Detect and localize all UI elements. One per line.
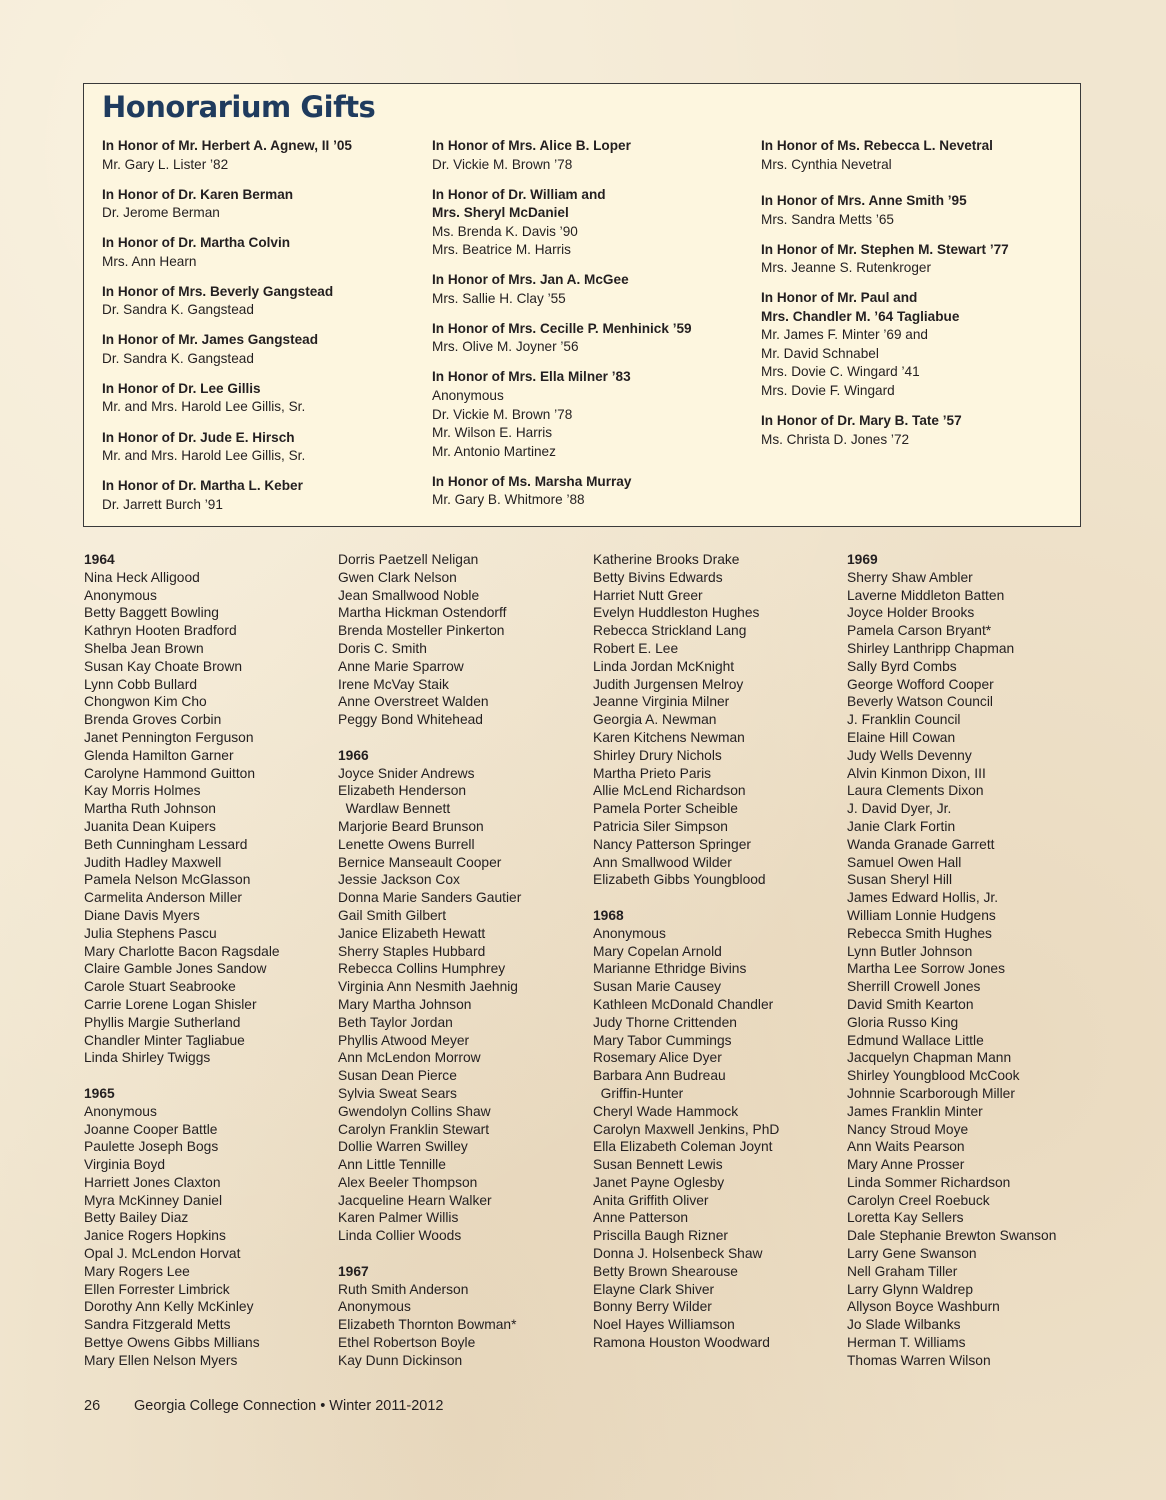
honoree-name: In Honor of Mr. James Gangstead [102, 332, 319, 348]
alumni-name: Elaine Hill Cowan [847, 729, 956, 745]
alumni-name: Elizabeth Thornton Bowman* [338, 1317, 517, 1333]
alumni-name: Georgia A. Newman [593, 712, 717, 728]
class-year-heading: 1969 [847, 552, 878, 567]
alumni-name: J. David Dyer, Jr. [847, 801, 952, 817]
alumni-name: Anne Overstreet Walden [338, 694, 489, 710]
alumni-name: David Smith Kearton [847, 996, 974, 1012]
honor-entry [102, 137, 422, 174]
alumni-name: Martha Ruth Johnson [84, 801, 216, 817]
donor-names: Mr. and Mrs. Harold Lee Gillis, Sr. [102, 448, 306, 464]
alumni-name: Alex Beeler Thompson [338, 1174, 478, 1190]
alumni-name: Chongwon Kim Cho [84, 694, 207, 710]
alumni-name: Thomas Warren Wilson [847, 1352, 991, 1368]
alumni-name: Gail Smith Gilbert [338, 907, 447, 923]
alumni-name: Betty Bivins Edwards [593, 569, 723, 585]
alumni-name: Dorris Paetzell Neligan [338, 552, 479, 567]
alumni-name: Martha Hickman Ostendorff [338, 605, 507, 621]
alumni-name: Nell Graham Tiller [847, 1263, 958, 1279]
alumni-name: Mary Anne Prosser [847, 1157, 965, 1173]
honor-entry [432, 473, 752, 510]
alumni-name: Betty Brown Shearouse [593, 1263, 738, 1279]
honor-entry [761, 137, 1081, 174]
alumni-name: Brenda Groves Corbin [84, 712, 222, 728]
alumni-name: Donna J. Holsenbeck Shaw [593, 1246, 763, 1262]
alumni-name: Gloria Russo King [847, 1014, 959, 1030]
alumni-name: Gwendolyn Collins Shaw [338, 1103, 491, 1119]
alumni-name: Anne Patterson [593, 1210, 689, 1226]
honoree-name: In Honor of Mrs. Cecille P. Menhinick ’59 [432, 320, 692, 336]
class-year-continued [338, 551, 588, 729]
alumni-name: Lynn Butler Johnson [847, 943, 973, 959]
alumni-name: Linda Sommer Richardson [847, 1174, 1011, 1190]
class-year-block [84, 551, 334, 1067]
alumni-name: J. Franklin Council [847, 712, 961, 728]
donor-names: Mr. James F. Minter ’69 and Mr. David Schnabel Mrs. Dovie C. Wingard ’41 Mrs. Dovie F. Wingard [761, 327, 928, 399]
alumni-name: Mary Copelan Arnold [593, 943, 722, 959]
alumni-name: Doris C. Smith [338, 640, 427, 656]
alumni-name: Donna Marie Sanders Gautier [338, 890, 522, 906]
alumni-name: Shirley Lanthripp Chapman [847, 640, 1015, 656]
alumni-name: Chandler Minter Tagliabue [84, 1032, 245, 1048]
alumni-name: Carolyn Creel Roebuck [847, 1192, 990, 1208]
alumni-name: Wardlaw Bennett [338, 801, 451, 817]
alumni-name: Bettye Owens Gibbs Millians [84, 1335, 260, 1351]
alumni-name: Sherry Shaw Ambler [847, 569, 973, 585]
alumni-name: Marjorie Beard Brunson [338, 818, 484, 834]
alumni-name: Kay Dunn Dickinson [338, 1352, 463, 1368]
alumni-name: Sally Byrd Combs [847, 658, 957, 674]
alumni-name: Shirley Youngblood McCook [847, 1068, 1020, 1084]
alumni-name: Linda Jordan McKnight [593, 658, 735, 674]
alumni-name: Martha Lee Sorrow Jones [847, 961, 1005, 977]
honorarium-column-1 [102, 137, 422, 526]
alumni-name: Nancy Stroud Moye [847, 1121, 969, 1137]
alumni-name: Susan Dean Pierce [338, 1068, 457, 1084]
alumni-name: Kathleen McDonald Chandler [593, 996, 774, 1012]
alumni-name: Alvin Kinmon Dixon, III [847, 765, 986, 781]
donor-names: Dr. Vickie M. Brown ’78 [432, 156, 573, 172]
alumni-name: Jessie Jackson Cox [338, 872, 460, 888]
alumni-name: Lynn Cobb Bullard [84, 676, 198, 692]
alumni-name: William Lonnie Hudgens [847, 907, 996, 923]
donor-names: Mr. Gary L. Lister ’82 [102, 156, 229, 172]
honor-entry [102, 380, 422, 417]
alumni-name: Priscilla Baugh Rizner [593, 1228, 728, 1244]
honoree-name: In Honor of Dr. Mary B. Tate ’57 [761, 413, 962, 429]
page-title: Honorarium Gifts [102, 90, 376, 124]
alumni-name: Jacquelyn Chapman Mann [847, 1050, 1012, 1066]
alumni-name: Peggy Bond Whitehead [338, 712, 483, 728]
alumni-name: Anonymous [84, 1103, 157, 1119]
donor-names: Dr. Jarrett Burch ’91 [102, 496, 223, 512]
honoree-name: In Honor of Ms. Rebecca L. Nevetral [761, 138, 993, 153]
alumni-name: Barbara Ann Budreau [593, 1068, 726, 1084]
alumni-name: Nancy Patterson Springer [593, 836, 751, 852]
alumni-name: Martha Prieto Paris [593, 765, 712, 781]
donor-names: Mrs. Sandra Metts ’65 [761, 211, 894, 227]
alumni-name: George Wofford Cooper [847, 676, 994, 692]
alumni-name: Janet Pennington Ferguson [84, 729, 254, 745]
donor-names: Mr. and Mrs. Harold Lee Gillis, Sr. [102, 399, 306, 415]
alumni-name: Opal J. McLendon Horvat [84, 1246, 241, 1262]
alumni-name: Elizabeth Henderson [338, 783, 467, 799]
alumni-name: Harriet Nutt Greer [593, 587, 703, 603]
alumni-name: Pamela Nelson McGlasson [84, 872, 251, 888]
honor-entry [102, 331, 422, 368]
honoree-name: In Honor of Mr. Stephen M. Stewart ’77 [761, 241, 1009, 257]
alumni-name: Susan Marie Causey [593, 979, 722, 995]
alumni-name: Katherine Brooks Drake [593, 552, 740, 567]
alumni-name: Anita Griffith Oliver [593, 1192, 709, 1208]
alumni-name: Phyllis Atwood Meyer [338, 1032, 470, 1048]
alumni-name: Mary Rogers Lee [84, 1263, 190, 1279]
alumni-name: Ann Little Tennille [338, 1157, 446, 1173]
honor-entry [432, 320, 752, 357]
alumni-name: Pamela Porter Scheible [593, 801, 738, 817]
alumni-name: Ann Smallwood Wilder [593, 854, 732, 870]
roster-column-2 [338, 551, 588, 1387]
alumni-name: Johnnie Scarborough Miller [847, 1085, 1015, 1101]
alumni-name: Shelba Jean Brown [84, 640, 204, 656]
alumni-name: Ellen Forrester Limbrick [84, 1281, 230, 1297]
alumni-name: Judith Hadley Maxwell [84, 854, 222, 870]
alumni-name: Diane Davis Myers [84, 907, 200, 923]
alumni-name: Herman T. Williams [847, 1335, 966, 1351]
alumni-name: Harriett Jones Claxton [84, 1174, 221, 1190]
alumni-name: Griffin-Hunter [593, 1085, 684, 1101]
alumni-name: Jean Smallwood Noble [338, 587, 480, 603]
alumni-name: Laura Clements Dixon [847, 783, 984, 799]
alumni-name: Kay Morris Holmes [84, 783, 201, 799]
alumni-name: Mary Ellen Nelson Myers [84, 1352, 238, 1368]
honoree-name: In Honor of Dr. Jude E. Hirsch [102, 429, 295, 445]
class-year-heading: 1967 [338, 1263, 369, 1279]
honoree-name: In Honor of Dr. Lee Gillis [102, 380, 261, 396]
class-year-heading: 1966 [338, 747, 369, 763]
alumni-name: Ethel Robertson Boyle [338, 1335, 476, 1351]
donor-names: Dr. Jerome Berman [102, 205, 220, 221]
class-year-block [847, 551, 1087, 1370]
alumni-name: Edmund Wallace Little [847, 1032, 984, 1048]
page-footer [84, 1397, 444, 1415]
honor-entry [432, 137, 752, 174]
donor-names: Mrs. Ann Hearn [102, 253, 197, 269]
alumni-name: Sandra Fitzgerald Metts [84, 1317, 231, 1333]
alumni-name: Mary Charlotte Bacon Ragsdale [84, 943, 280, 959]
honor-entry [432, 186, 752, 260]
alumni-name: Mary Martha Johnson [338, 996, 472, 1012]
alumni-name: Allie McLend Richardson [593, 783, 746, 799]
donor-names: Anonymous Dr. Vickie M. Brown ’78 Mr. Wilson E. Harris Mr. Antonio Martinez [432, 387, 573, 459]
alumni-name: Laverne Middleton Batten [847, 587, 1005, 603]
honor-entry [761, 192, 1081, 229]
alumni-name: Evelyn Huddleston Hughes [593, 605, 760, 621]
class-year-block [338, 1263, 588, 1370]
alumni-name: Dorothy Ann Kelly McKinley [84, 1299, 254, 1315]
alumni-name: Karen Kitchens Newman [593, 729, 745, 745]
class-year-block [338, 747, 588, 1245]
alumni-name: Larry Glynn Waldrep [847, 1281, 974, 1297]
alumni-name: Anonymous [593, 925, 666, 941]
alumni-name: Linda Collier Woods [338, 1228, 462, 1244]
alumni-name: Glenda Hamilton Garner [84, 747, 234, 763]
class-year-heading: 1964 [84, 552, 115, 567]
alumni-name: Virginia Ann Nesmith Jaehnig [338, 979, 518, 995]
alumni-name: Judy Wells Devenny [847, 747, 972, 763]
honor-entry [432, 271, 752, 308]
alumni-name: Rebecca Collins Humphrey [338, 961, 506, 977]
alumni-name: Lenette Owens Burrell [338, 836, 475, 852]
class-year-block [593, 907, 843, 1352]
alumni-name: Myra McKinney Daniel [84, 1192, 223, 1208]
honoree-name: In Honor of Mrs. Anne Smith ’95 [761, 193, 967, 209]
donor-names: Mrs. Cynthia Nevetral [761, 156, 892, 172]
alumni-name: Ramona Houston Woodward [593, 1335, 770, 1351]
alumni-name: Kathryn Hooten Bradford [84, 623, 237, 639]
alumni-name: Linda Shirley Twiggs [84, 1050, 211, 1066]
alumni-name: James Franklin Minter [847, 1103, 983, 1119]
honoree-name: In Honor of Dr. Karen Berman [102, 186, 294, 202]
honor-entry [432, 368, 752, 461]
alumni-name: Carrie Lorene Logan Shisler [84, 996, 257, 1012]
alumni-name: Jacqueline Hearn Walker [338, 1192, 492, 1208]
roster-column-4 [847, 551, 1087, 1387]
alumni-name: Susan Bennett Lewis [593, 1157, 723, 1173]
publication-name: Georgia College Connection • Winter 2011-2012 [134, 1398, 444, 1414]
donor-names: Dr. Sandra K. Gangstead [102, 302, 254, 318]
honoree-name: In Honor of Mrs. Ella Milner ’83 [432, 369, 631, 385]
honor-entry [102, 234, 422, 271]
alumni-name: Gwen Clark Nelson [338, 569, 457, 585]
honoree-name: In Honor of Mr. Herbert A. Agnew, II ’05 [102, 138, 352, 153]
page-number: 26 [84, 1398, 101, 1414]
alumni-name: Sherry Staples Hubbard [338, 943, 486, 959]
donor-names: Ms. Christa D. Jones ’72 [761, 431, 910, 447]
alumni-name: Samuel Owen Hall [847, 854, 962, 870]
alumni-name: Marianne Ethridge Bivins [593, 961, 747, 977]
alumni-name: Virginia Boyd [84, 1157, 166, 1173]
honoree-name: In Honor of Dr. Martha Colvin [102, 235, 291, 251]
donor-names: Dr. Sandra K. Gangstead [102, 350, 254, 366]
class-year-block [84, 1085, 334, 1370]
alumni-name: Joyce Holder Brooks [847, 605, 975, 621]
alumni-name: Susan Kay Choate Brown [84, 658, 242, 674]
alumni-name: Elizabeth Gibbs Youngblood [593, 872, 766, 888]
alumni-name: Ann McLendon Morrow [338, 1050, 481, 1066]
alumni-name: Betty Bailey Diaz [84, 1210, 189, 1226]
alumni-name: Rebecca Strickland Lang [593, 623, 747, 639]
alumni-name: Brenda Mosteller Pinkerton [338, 623, 505, 639]
honor-entry [102, 283, 422, 320]
alumni-name: Bernice Manseault Cooper [338, 854, 502, 870]
honor-entry [102, 429, 422, 466]
alumni-name: Janie Clark Fortin [847, 818, 956, 834]
roster-column-1 [84, 551, 334, 1387]
alumni-name: Janice Rogers Hopkins [84, 1228, 226, 1244]
alumni-name: Jo Slade Wilbanks [847, 1317, 961, 1333]
alumni-name: Carolyn Maxwell Jenkins, PhD [593, 1121, 780, 1137]
alumni-name: Sherrill Crowell Jones [847, 979, 981, 995]
alumni-name: Paulette Joseph Bogs [84, 1139, 219, 1155]
alumni-name: Susan Sheryl Hill [847, 872, 953, 888]
honoree-name: In Honor of Ms. Marsha Murray [432, 473, 632, 489]
alumni-name: Pamela Carson Bryant* [847, 623, 992, 639]
donor-names: Mr. Gary B. Whitmore ’88 [432, 492, 585, 508]
alumni-name: Sylvia Sweat Sears [338, 1085, 457, 1101]
alumni-name: Ruth Smith Anderson [338, 1281, 469, 1297]
alumni-name: Janet Payne Oglesby [593, 1174, 725, 1190]
alumni-name: Karen Palmer Willis [338, 1210, 459, 1226]
donor-names: Mrs. Jeanne S. Rutenkroger [761, 260, 932, 276]
alumni-name: Jeanne Virginia Milner [593, 694, 730, 710]
alumni-name: Rosemary Alice Dyer [593, 1050, 722, 1066]
alumni-name: Robert E. Lee [593, 640, 679, 656]
honorarium-column-2 [432, 137, 752, 521]
alumni-name: Janice Elizabeth Hewatt [338, 925, 486, 941]
alumni-name: Juanita Dean Kuipers [84, 818, 216, 834]
alumni-name: Ella Elizabeth Coleman Joynt [593, 1139, 773, 1155]
alumni-name: Larry Gene Swanson [847, 1246, 977, 1262]
alumni-name: Betty Baggett Bowling [84, 605, 219, 621]
alumni-name: Shirley Drury Nichols [593, 747, 722, 763]
alumni-name: James Edward Hollis, Jr. [847, 890, 999, 906]
roster-column-3 [593, 551, 843, 1370]
alumni-name: Carolyne Hammond Guitton [84, 765, 256, 781]
donor-names: Mrs. Olive M. Joyner ’56 [432, 339, 579, 355]
honoree-name: In Honor of Mrs. Alice B. Loper [432, 138, 631, 153]
honoree-name: In Honor of Mrs. Jan A. McGee [432, 272, 629, 288]
alumni-name: Anne Marie Sparrow [338, 658, 464, 674]
honorarium-column-3 [761, 137, 1081, 461]
alumni-name: Anonymous [84, 587, 157, 603]
alumni-name: Joyce Snider Andrews [338, 765, 475, 781]
donor-names: Ms. Brenda K. Davis ’90 Mrs. Beatrice M. Harris [432, 223, 578, 258]
alumni-name: Nina Heck Alligood [84, 569, 200, 585]
honorarium-box [83, 83, 1081, 527]
alumni-name: Anonymous [338, 1299, 411, 1315]
alumni-name: Judith Jurgensen Melroy [593, 676, 744, 692]
alumni-name: Carole Stuart Seabrooke [84, 979, 236, 995]
alumni-name: Beverly Watson Council [847, 694, 993, 710]
alumni-name: Ann Waits Pearson [847, 1139, 965, 1155]
alumni-name: Carmelita Anderson Miller [84, 890, 242, 906]
honor-entry [761, 289, 1081, 400]
alumni-name: Patricia Siler Simpson [593, 818, 728, 834]
honor-entry [761, 241, 1081, 278]
alumni-name: Beth Taylor Jordan [338, 1014, 453, 1030]
alumni-name: Julia Stephens Pascu [84, 925, 217, 941]
alumni-name: Loretta Kay Sellers [847, 1210, 964, 1226]
alumni-name: Rebecca Smith Hughes [847, 925, 992, 941]
alumni-name: Elayne Clark Shiver [593, 1281, 715, 1297]
class-year-heading: 1965 [84, 1085, 115, 1101]
alumni-name: Irene McVay Staik [338, 676, 449, 692]
alumni-name: Phyllis Margie Sutherland [84, 1014, 241, 1030]
honoree-name: In Honor of Dr. Martha L. Keber [102, 478, 303, 494]
class-year-continued [593, 551, 843, 889]
alumni-name: Mary Tabor Cummings [593, 1032, 732, 1048]
honoree-name: In Honor of Mr. Paul and Mrs. Chandler M. ’64 Tagliabue [761, 290, 960, 324]
alumni-name: Allyson Boyce Washburn [847, 1299, 1000, 1315]
donor-names: Mrs. Sallie H. Clay ’55 [432, 290, 566, 306]
alumni-name: Wanda Granade Garrett [847, 836, 995, 852]
alumni-name: Judy Thorne Crittenden [593, 1014, 737, 1030]
alumni-name: Cheryl Wade Hammock [593, 1103, 739, 1119]
alumni-name: Claire Gamble Jones Sandow [84, 961, 267, 977]
alumni-name: Beth Cunningham Lessard [84, 836, 248, 852]
class-year-heading: 1968 [593, 907, 624, 923]
alumni-name: Joanne Cooper Battle [84, 1121, 218, 1137]
alumni-name: Carolyn Franklin Stewart [338, 1121, 490, 1137]
alumni-name: Dale Stephanie Brewton Swanson [847, 1228, 1057, 1244]
honor-entry [102, 186, 422, 223]
honoree-name: In Honor of Mrs. Beverly Gangstead [102, 283, 334, 299]
alumni-name: Noel Hayes Williamson [593, 1317, 735, 1333]
alumni-name: Bonny Berry Wilder [593, 1299, 712, 1315]
honor-entry [102, 477, 422, 514]
honor-entry [761, 412, 1081, 449]
alumni-name: Dollie Warren Swilley [338, 1139, 468, 1155]
honoree-name: In Honor of Dr. William and Mrs. Sheryl McDaniel [432, 186, 606, 221]
